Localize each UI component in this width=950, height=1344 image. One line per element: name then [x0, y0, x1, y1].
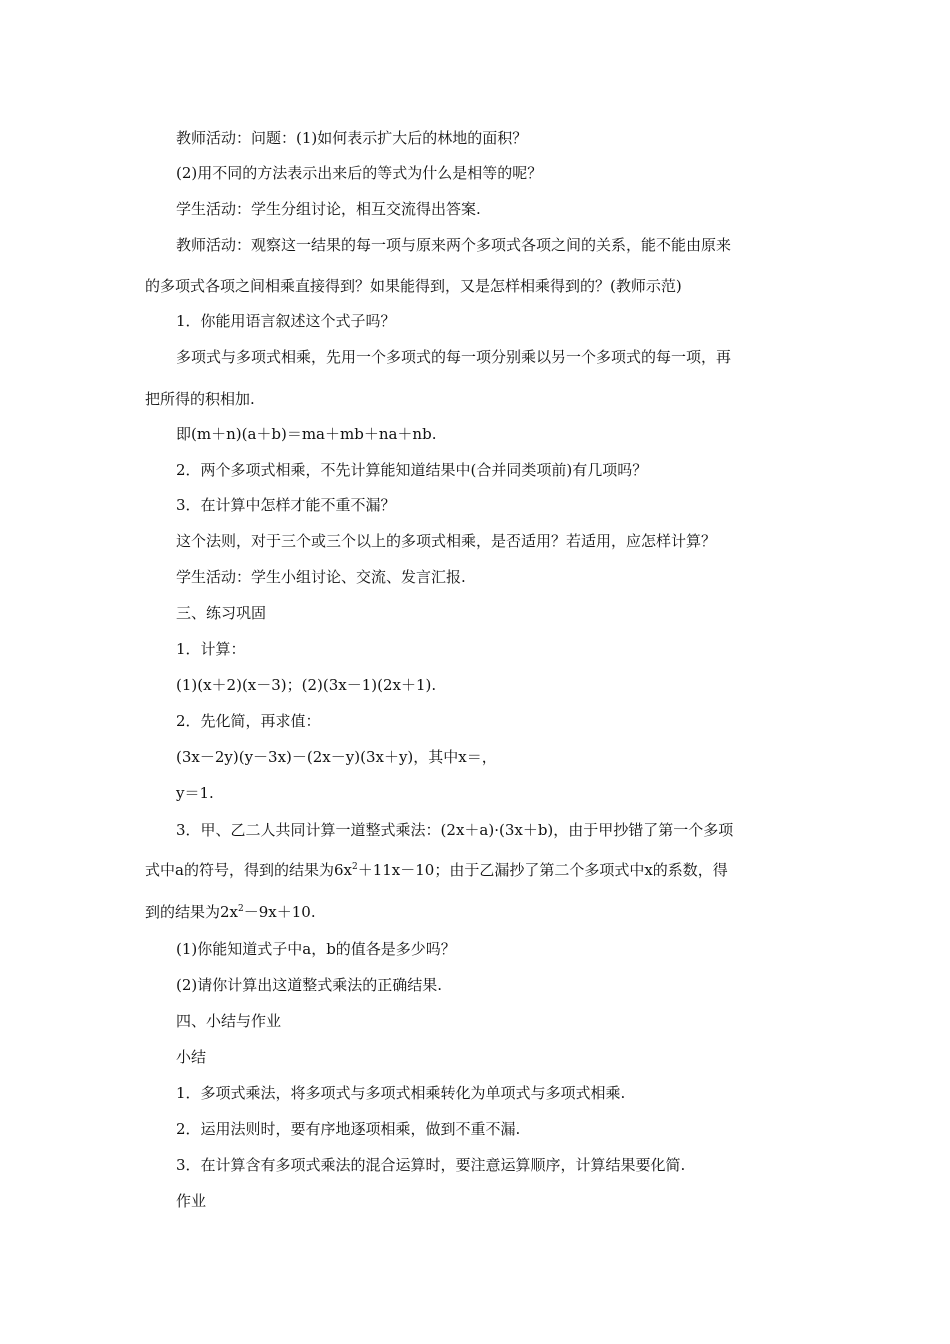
- text-line: 教师活动：问题：(1)如何表示扩大后的林地的面积？: [176, 129, 528, 147]
- text-line: (2)用不同的方法表示出来后的等式为什么是相等的呢？: [176, 164, 543, 182]
- text-line: (2)请你计算出这道整式乘法的正确结果.: [176, 976, 443, 994]
- text-line: 2．先化简，再求值：: [176, 712, 321, 730]
- text-line: 3．在计算含有多项式乘法的混合运算时，要注意运算顺序，计算结果要化简.: [176, 1156, 686, 1174]
- superscript: 2: [238, 904, 244, 914]
- text-fragment: ＋11x－10；由于乙漏抄了第二个多项式中x的系数，得: [357, 861, 728, 879]
- text-line: 这个法则，对于三个或三个以上的多项式相乘，是否适用？若适用，应怎样计算？: [176, 532, 717, 550]
- text-line: 的多项式各项之间相乘直接得到？如果能得到，又是怎样相乘得到的？(教师示范): [145, 277, 682, 295]
- text-line: 1．计算：: [176, 640, 246, 658]
- text-line: 学生活动：学生小组讨论、交流、发言汇报.: [176, 568, 466, 586]
- text-line: [145, 902, 316, 922]
- text-line: 1．多项式乘法，将多项式与多项式相乘转化为单项式与多项式相乘.: [176, 1084, 626, 1102]
- text-line: 多项式与多项式相乘，先用一个多项式的每一项分别乘以另一个多项式的每一项，再: [176, 348, 732, 366]
- text-line: (1)(x＋2)(x－3)；(2)(3x－1)(2x＋1).: [176, 676, 437, 694]
- text-line: 3．在计算中怎样才能不重不漏？: [176, 496, 396, 514]
- text-fragment: －9x＋10.: [243, 903, 316, 921]
- text-line: (1)你能知道式子中a，b的值各是多少吗？: [176, 940, 456, 958]
- text-line: [145, 860, 728, 880]
- text-line: 2．运用法则时，要有序地逐项相乘，做到不重不漏.: [176, 1120, 521, 1138]
- subheading: 小结: [176, 1048, 207, 1066]
- text-fragment: 式中a的符号，得到的结果为6x: [145, 861, 352, 879]
- section-heading: 四、小结与作业: [176, 1012, 282, 1030]
- text-line: y＝1.: [176, 784, 214, 802]
- text-line: (3x－2y)(y－3x)－(2x－y)(3x＋y)，其中x＝，: [176, 748, 497, 766]
- text-line: 1．你能用语言叙述这个式子吗？: [176, 312, 396, 330]
- text-line: 把所得的积相加.: [145, 390, 255, 408]
- section-heading: 三、练习巩固: [176, 604, 267, 622]
- subheading: 作业: [176, 1192, 207, 1210]
- text-line: 2．两个多项式相乘，不先计算能知道结果中(合并同类项前)有几项吗？: [176, 461, 648, 479]
- text-line: 学生活动：学生分组讨论，相互交流得出答案.: [176, 200, 481, 218]
- superscript: 2: [351, 862, 358, 872]
- text-fragment: 到的结果为2x: [145, 903, 239, 921]
- text-line: 即(m＋n)(a＋b)＝ma＋mb＋na＋nb.: [176, 425, 437, 443]
- text-line: 3．甲、乙二人共同计算一道整式乘法：(2x＋a)·(3x＋b)，由于甲抄错了第一个多项: [176, 821, 734, 839]
- text-line: 教师活动：观察这一结果的每一项与原来两个多项式各项之间的关系，能不能由原来: [176, 236, 732, 254]
